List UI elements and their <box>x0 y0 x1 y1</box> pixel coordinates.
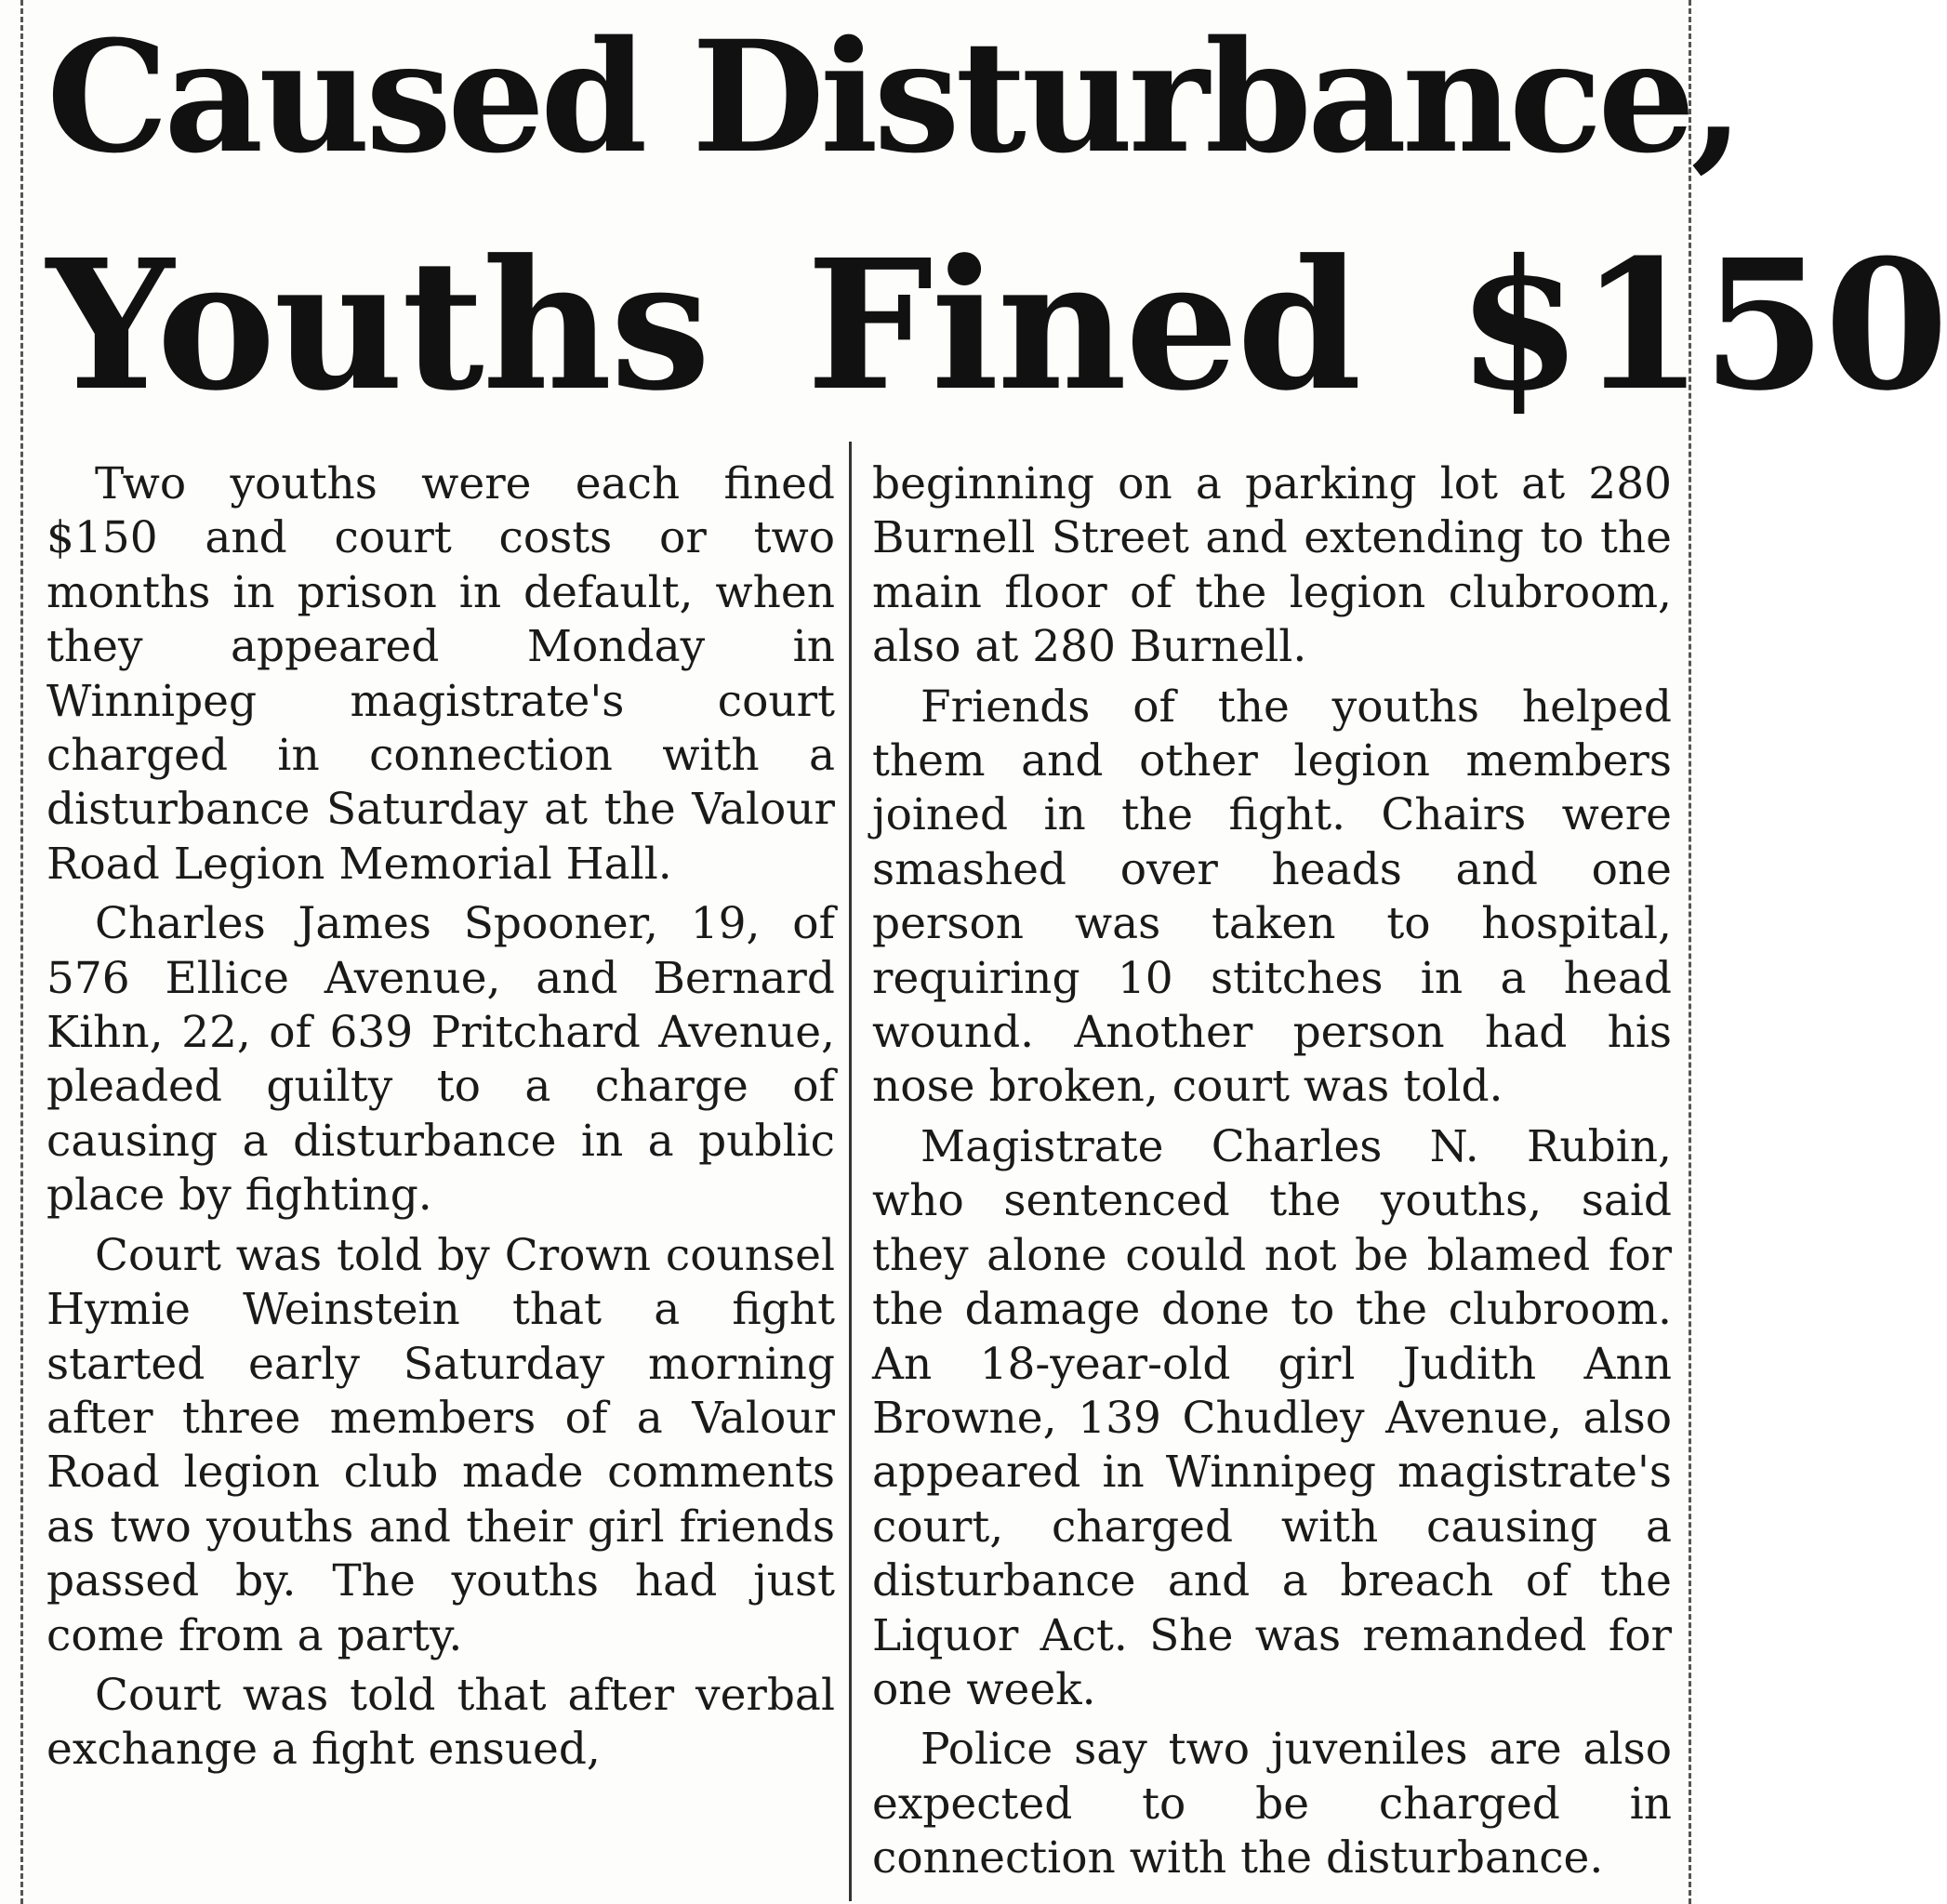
article-paragraph: Magistrate Charles N. Rubin, who sentenced the youths, said they alone could not be blamed for the damage done to the clubroom. An 18-year-old girl Judith Ann Browne, 139 Chudley Avenue, also appeared in Winnipeg magistrate's court, charged with causing a disturbance and a breach of the Liquor Act. She was remanded for one week. <box>872 1120 1672 1715</box>
article-paragraph: Court was told by Crown counsel Hymie Weinstein that a fight started early Saturday morning after three members of a Valour Road legion club made comments as two youths and their girl friends passed by. The youths had just come from a party. <box>46 1229 835 1661</box>
article-paragraph: Friends of the youths helped them and other legion members joined in the fight. Chairs were smashed over heads and one person was taken to hospital, requiring 10 stitches in a head wound. Another person had his nose broken, court was told. <box>872 681 1672 1113</box>
article-column-2 <box>872 457 1672 1898</box>
article-paragraph: Two youths were each fined $150 and court costs or two months in prison in default, when they appeared Monday in Winnipeg magistrate's court charged in connection with a disturbance Saturday at the Valour Road Legion Memorial Hall. <box>46 458 835 890</box>
column-divider <box>849 442 852 1901</box>
article-column-1 <box>46 457 835 1898</box>
headline-line-1: Caused Disturbance, <box>46 7 1740 187</box>
article-paragraph: Police say two juveniles are also expected to be charged in connection with the disturbance. <box>872 1724 1672 1884</box>
article-paragraph: beginning on a parking lot at 280 Burnell Street and extending to the main floor of the legion clubroom, also at 280 Burnell. <box>872 458 1672 673</box>
clipping-left-edge <box>20 0 23 1904</box>
article-paragraph: Charles James Spooner, 19, of 576 Ellice Avenue, and Bernard Kihn, 22, of 639 Pritchard Avenue, pleaded guilty to a charge of causing a disturbance in a public place by fighting. <box>46 898 835 1222</box>
article-paragraph: Court was told that after verbal exchange a fight ensued, <box>46 1669 835 1776</box>
headline-line-2: Youths Fined $150 <box>46 221 1947 430</box>
